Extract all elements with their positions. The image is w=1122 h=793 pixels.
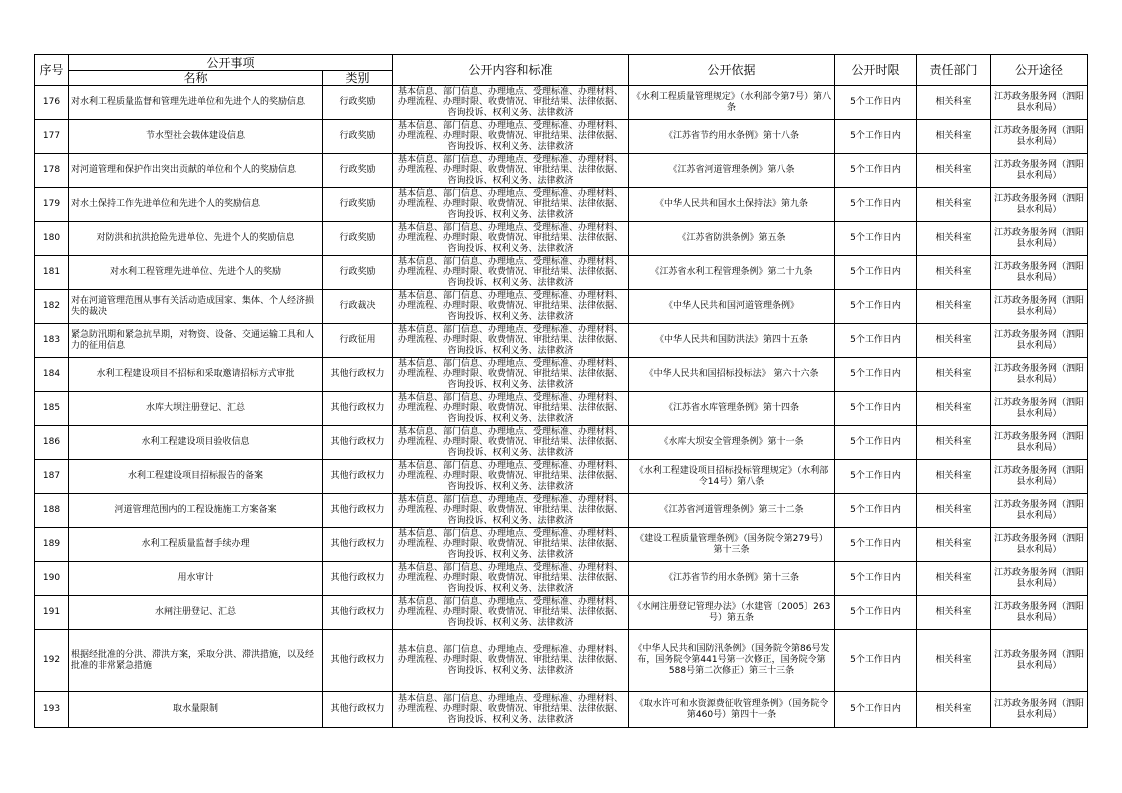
row-name: 水利工程建设项目招标报告的备案 [69,460,323,494]
row-seq: 185 [35,392,69,426]
row-seq: 177 [35,120,69,154]
header-time-limit: 公开时限 [835,55,917,86]
row-department: 相关科室 [917,120,991,154]
table-row [35,222,1088,256]
row-channel: 江苏政务服务网（泗阳县水利局） [991,460,1088,494]
header-category: 类别 [323,71,393,86]
row-time-limit: 5个工作日内 [835,324,917,358]
row-time-limit: 5个工作日内 [835,528,917,562]
row-name: 河道管理范围内的工程设施施工方案备案 [69,494,323,528]
row-department: 相关科室 [917,596,991,630]
row-channel: 江苏政务服务网（泗阳县水利局） [991,630,1088,692]
row-seq: 186 [35,426,69,460]
table-row [35,290,1088,324]
row-name: 对防洪和抗洪抢险先进单位、先进个人的奖励信息 [69,222,323,256]
row-category: 行政征用 [323,324,393,358]
row-department: 相关科室 [917,154,991,188]
row-category: 其他行政权力 [323,630,393,692]
row-content: 基本信息、部门信息、办理地点、受理标准、办理材料、办理流程、办理时限、收费情况、审批结果、法律依据、咨询投诉、权利义务、法律救济 [393,494,629,528]
row-name: 对在河道管理范围从事有关活动造成国家、集体、个人经济损失的裁决 [69,290,323,324]
row-department: 相关科室 [917,692,991,728]
table-row [35,154,1088,188]
row-time-limit: 5个工作日内 [835,358,917,392]
row-basis: 《水闸注册登记管理办法》（水建管〔2005〕263号）第五条 [629,596,835,630]
table-row [35,358,1088,392]
row-basis: 《中华人民共和国河道管理条例》 [629,290,835,324]
row-name: 对水利工程管理先进单位、先进个人的奖励 [69,256,323,290]
row-department: 相关科室 [917,86,991,120]
row-channel: 江苏政务服务网（泗阳县水利局） [991,256,1088,290]
row-seq: 193 [35,692,69,728]
row-seq: 176 [35,86,69,120]
row-content: 基本信息、部门信息、办理地点、受理标准、办理材料、办理流程、办理时限、收费情况、审批结果、法律依据、咨询投诉、权利义务、法律救济 [393,188,629,222]
row-seq: 178 [35,154,69,188]
row-seq: 191 [35,596,69,630]
row-time-limit: 5个工作日内 [835,120,917,154]
row-basis: 《取水许可和水资源费征收管理条例》（国务院令第460号）第四十一条 [629,692,835,728]
row-time-limit: 5个工作日内 [835,562,917,596]
row-seq: 192 [35,630,69,692]
row-department: 相关科室 [917,222,991,256]
row-name: 水库大坝注册登记、汇总 [69,392,323,426]
row-basis: 《中华人民共和国招标投标法》 第六十六条 [629,358,835,392]
row-department: 相关科室 [917,426,991,460]
row-name: 对水土保持工作先进单位和先进个人的奖励信息 [69,188,323,222]
row-category: 其他行政权力 [323,528,393,562]
table-row [35,426,1088,460]
row-seq: 182 [35,290,69,324]
row-channel: 江苏政务服务网（泗阳县水利局） [991,120,1088,154]
row-content: 基本信息、部门信息、办理地点、受理标准、办理材料、办理流程、办理时限、收费情况、审批结果、法律依据、咨询投诉、权利义务、法律救济 [393,460,629,494]
row-time-limit: 5个工作日内 [835,460,917,494]
row-channel: 江苏政务服务网（泗阳县水利局） [991,494,1088,528]
table-row [35,256,1088,290]
row-content: 基本信息、部门信息、办理地点、受理标准、办理材料、办理流程、办理时限、收费情况、审批结果、法律依据、咨询投诉、权利义务、法律救济 [393,222,629,256]
row-category: 行政奖励 [323,120,393,154]
row-content: 基本信息、部门信息、办理地点、受理标准、办理材料、办理流程、办理时限、收费情况、审批结果、法律依据、咨询投诉、权利义务、法律救济 [393,120,629,154]
row-channel: 江苏政务服务网（泗阳县水利局） [991,692,1088,728]
row-time-limit: 5个工作日内 [835,596,917,630]
row-department: 相关科室 [917,256,991,290]
header-basis: 公开依据 [629,55,835,86]
row-basis: 《水库大坝安全管理条例》第十一条 [629,426,835,460]
row-content: 基本信息、部门信息、办理地点、受理标准、办理材料、办理流程、办理时限、收费情况、审批结果、法律依据、咨询投诉、权利义务、法律救济 [393,154,629,188]
row-seq: 190 [35,562,69,596]
row-basis: 《江苏省水利工程管理条例》第二十九条 [629,256,835,290]
row-category: 行政奖励 [323,222,393,256]
table-row [35,494,1088,528]
row-category: 其他行政权力 [323,426,393,460]
row-basis: 《江苏省节约用水条例》第十三条 [629,562,835,596]
row-content: 基本信息、部门信息、办理地点、受理标准、办理材料、办理流程、办理时限、收费情况、审批结果、法律依据、咨询投诉、权利义务、法律救济 [393,324,629,358]
row-basis: 《江苏省河道管理条例》第八条 [629,154,835,188]
row-department: 相关科室 [917,562,991,596]
row-basis: 《水利工程质量管理规定》（水利部令第7号）第八条 [629,86,835,120]
row-name: 对河道管理和保护作出突出贡献的单位和个人的奖励信息 [69,154,323,188]
row-channel: 江苏政务服务网（泗阳县水利局） [991,324,1088,358]
row-channel: 江苏政务服务网（泗阳县水利局） [991,358,1088,392]
row-channel: 江苏政务服务网（泗阳县水利局） [991,528,1088,562]
row-channel: 江苏政务服务网（泗阳县水利局） [991,426,1088,460]
row-name: 根据经批准的分洪、滞洪方案，采取分洪、滞洪措施，以及经批准的非常紧急措施 [69,630,323,692]
table-row [35,460,1088,494]
header-department: 责任部门 [917,55,991,86]
table-row [35,562,1088,596]
row-content: 基本信息、部门信息、办理地点、受理标准、办理材料、办理流程、办理时限、收费情况、审批结果、法律依据、咨询投诉、权利义务、法律救济 [393,358,629,392]
row-content: 基本信息、部门信息、办理地点、受理标准、办理材料、办理流程、办理时限、收费情况、审批结果、法律依据、咨询投诉、权利义务、法律救济 [393,86,629,120]
row-content: 基本信息、部门信息、办理地点、受理标准、办理材料、办理流程、办理时限、收费情况、审批结果、法律依据、咨询投诉、权利义务、法律救济 [393,630,629,692]
row-category: 其他行政权力 [323,460,393,494]
row-basis: 《中华人民共和国防汛条例》（国务院令第86号发布，国务院令第441号第一次修正，国务院令第588号第二次修正）第三十三条 [629,630,835,692]
row-time-limit: 5个工作日内 [835,494,917,528]
table-row [35,120,1088,154]
row-seq: 187 [35,460,69,494]
row-name: 用水审计 [69,562,323,596]
row-category: 行政奖励 [323,154,393,188]
header-name: 名称 [69,71,323,86]
row-name: 取水量限制 [69,692,323,728]
table-row [35,324,1088,358]
row-name: 水闸注册登记、汇总 [69,596,323,630]
row-content: 基本信息、部门信息、办理地点、受理标准、办理材料、办理流程、办理时限、收费情况、审批结果、法律依据、咨询投诉、权利义务、法律救济 [393,426,629,460]
row-channel: 江苏政务服务网（泗阳县水利局） [991,188,1088,222]
row-department: 相关科室 [917,630,991,692]
table-row [35,86,1088,120]
row-time-limit: 5个工作日内 [835,256,917,290]
row-seq: 189 [35,528,69,562]
disclosure-table [34,54,1088,728]
row-basis: 《建设工程质量管理条例》（国务院令第279号）第十三条 [629,528,835,562]
row-channel: 江苏政务服务网（泗阳县水利局） [991,222,1088,256]
row-content: 基本信息、部门信息、办理地点、受理标准、办理材料、办理流程、办理时限、收费情况、审批结果、法律依据、咨询投诉、权利义务、法律救济 [393,562,629,596]
row-department: 相关科室 [917,324,991,358]
row-category: 其他行政权力 [323,692,393,728]
row-seq: 181 [35,256,69,290]
row-seq: 179 [35,188,69,222]
row-basis: 《江苏省河道管理条例》第三十二条 [629,494,835,528]
table-row [35,596,1088,630]
row-category: 行政奖励 [323,86,393,120]
row-time-limit: 5个工作日内 [835,426,917,460]
row-department: 相关科室 [917,290,991,324]
row-seq: 183 [35,324,69,358]
table-row [35,692,1088,728]
row-basis: 《江苏省防洪条例》第五条 [629,222,835,256]
row-content: 基本信息、部门信息、办理地点、受理标准、办理材料、办理流程、办理时限、收费情况、审批结果、法律依据、咨询投诉、权利义务、法律救济 [393,528,629,562]
table-row [35,630,1088,692]
row-department: 相关科室 [917,528,991,562]
row-time-limit: 5个工作日内 [835,222,917,256]
row-name: 水利工程质量监督手续办理 [69,528,323,562]
row-channel: 江苏政务服务网（泗阳县水利局） [991,86,1088,120]
row-basis: 《江苏省水库管理条例》第十四条 [629,392,835,426]
row-basis: 《中华人民共和国水土保持法》第九条 [629,188,835,222]
header-public-item: 公开事项 [69,55,393,71]
row-seq: 184 [35,358,69,392]
row-time-limit: 5个工作日内 [835,86,917,120]
row-time-limit: 5个工作日内 [835,692,917,728]
header-content-standard: 公开内容和标准 [393,55,629,86]
row-category: 其他行政权力 [323,562,393,596]
header-channel: 公开途径 [991,55,1088,86]
row-department: 相关科室 [917,494,991,528]
row-department: 相关科室 [917,358,991,392]
row-category: 行政奖励 [323,188,393,222]
header-seq: 序号 [35,55,69,86]
row-content: 基本信息、部门信息、办理地点、受理标准、办理材料、办理流程、办理时限、收费情况、审批结果、法律依据、咨询投诉、权利义务、法律救济 [393,692,629,728]
row-time-limit: 5个工作日内 [835,392,917,426]
row-department: 相关科室 [917,392,991,426]
row-department: 相关科室 [917,460,991,494]
row-category: 其他行政权力 [323,358,393,392]
row-name: 对水利工程质量监督和管理先进单位和先进个人的奖励信息 [69,86,323,120]
row-category: 其他行政权力 [323,392,393,426]
row-time-limit: 5个工作日内 [835,290,917,324]
row-department: 相关科室 [917,188,991,222]
row-channel: 江苏政务服务网（泗阳县水利局） [991,392,1088,426]
row-time-limit: 5个工作日内 [835,630,917,692]
row-name: 水利工程建设项目不招标和采取邀请招标方式审批 [69,358,323,392]
row-category: 其他行政权力 [323,596,393,630]
row-seq: 188 [35,494,69,528]
table-row [35,392,1088,426]
row-channel: 江苏政务服务网（泗阳县水利局） [991,154,1088,188]
row-name: 水利工程建设项目验收信息 [69,426,323,460]
row-seq: 180 [35,222,69,256]
table-row [35,188,1088,222]
row-content: 基本信息、部门信息、办理地点、受理标准、办理材料、办理流程、办理时限、收费情况、审批结果、法律依据、咨询投诉、权利义务、法律救济 [393,290,629,324]
row-content: 基本信息、部门信息、办理地点、受理标准、办理材料、办理流程、办理时限、收费情况、审批结果、法律依据、咨询投诉、权利义务、法律救济 [393,256,629,290]
row-basis: 《水利工程建设项目招标投标管理规定》（水利部令14号）第八条 [629,460,835,494]
row-category: 行政奖励 [323,256,393,290]
row-time-limit: 5个工作日内 [835,154,917,188]
row-channel: 江苏政务服务网（泗阳县水利局） [991,562,1088,596]
row-category: 行政裁决 [323,290,393,324]
row-category: 其他行政权力 [323,494,393,528]
row-basis: 《江苏省节约用水条例》第十八条 [629,120,835,154]
row-channel: 江苏政务服务网（泗阳县水利局） [991,290,1088,324]
row-content: 基本信息、部门信息、办理地点、受理标准、办理材料、办理流程、办理时限、收费情况、审批结果、法律依据、咨询投诉、权利义务、法律救济 [393,596,629,630]
row-basis: 《中华人民共和国防洪法》第四十五条 [629,324,835,358]
row-name: 节水型社会载体建设信息 [69,120,323,154]
row-name: 紧急防汛期和紧急抗旱期，对物资、设备、交通运输工具和人力的征用信息 [69,324,323,358]
row-channel: 江苏政务服务网（泗阳县水利局） [991,596,1088,630]
row-time-limit: 5个工作日内 [835,188,917,222]
row-content: 基本信息、部门信息、办理地点、受理标准、办理材料、办理流程、办理时限、收费情况、审批结果、法律依据、咨询投诉、权利义务、法律救济 [393,392,629,426]
table-row [35,528,1088,562]
